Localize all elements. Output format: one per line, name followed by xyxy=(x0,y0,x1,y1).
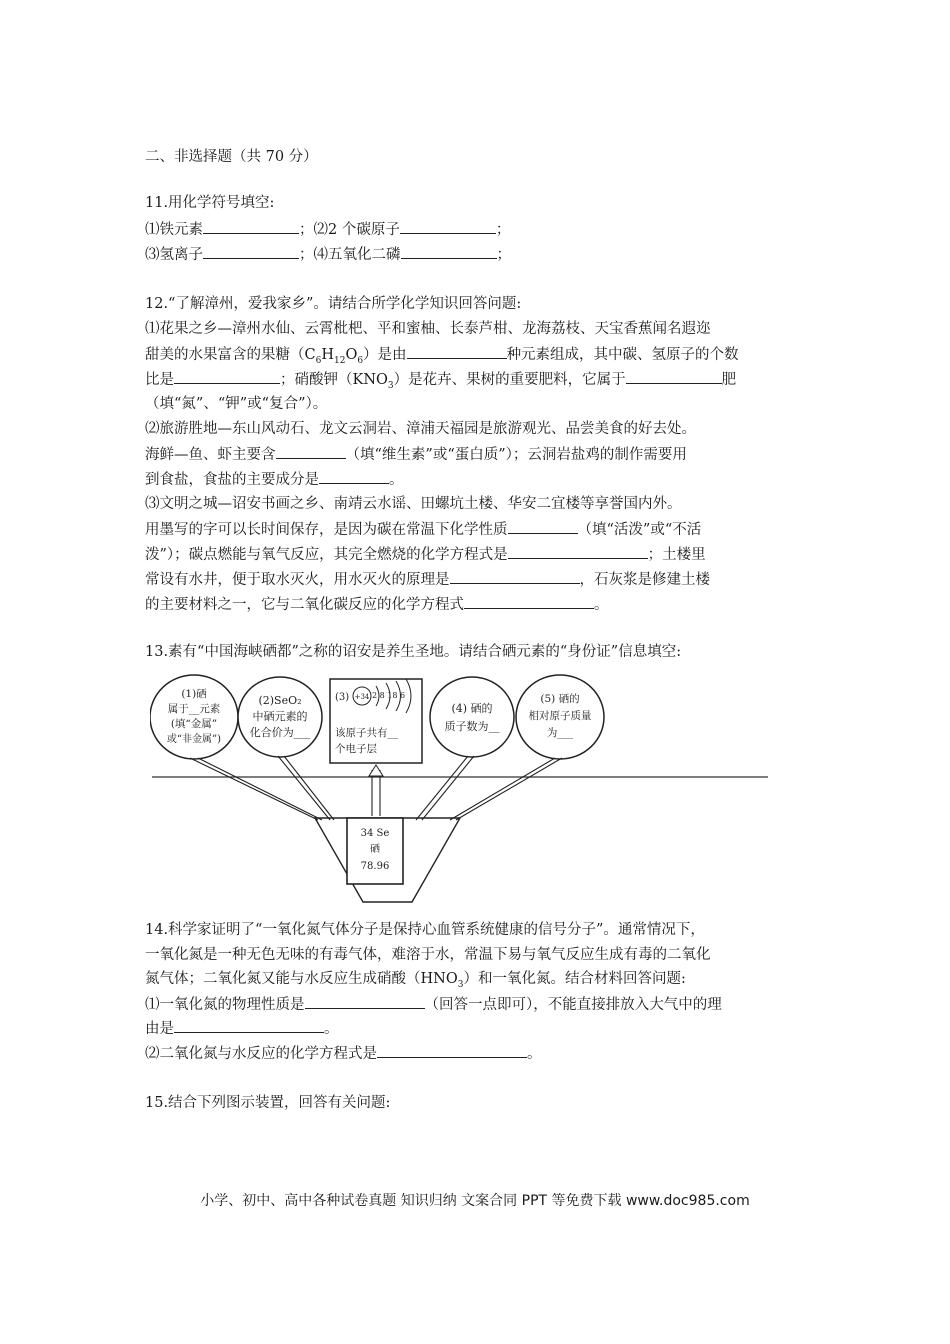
q11-part3: ⑶氢离子 xyxy=(145,247,203,263)
q14-text: ⑵二氧化氮与水反应的化学方程式是 xyxy=(145,1046,377,1062)
circle1-text: 属于__元素 xyxy=(167,703,221,715)
q12-line: ⑵旅游胜地—东山风动石、龙文云洞岩、漳浦天福园是旅游观光、品尝美食的好去处。 xyxy=(145,421,696,437)
answer-blank[interactable] xyxy=(401,243,497,259)
answer-blank[interactable] xyxy=(626,368,722,384)
answer-blank[interactable] xyxy=(464,593,594,609)
up-arrow-head xyxy=(369,765,383,776)
subscript: 3 xyxy=(457,979,464,990)
q12-text: 的主要材料之一，它与二氧化碳反应的化学方程式 xyxy=(145,597,464,613)
q12-text: ；硝酸钾（KNO xyxy=(280,372,388,388)
answer-blank[interactable] xyxy=(377,1042,527,1058)
answer-blank[interactable] xyxy=(276,443,346,459)
q12-line xyxy=(145,593,609,616)
subscript: 6 xyxy=(315,355,322,366)
q12-text: ；土楼里 xyxy=(647,547,706,563)
circle5-text: 相对原子质量 xyxy=(528,710,592,722)
q12-text: ，石灰浆是修建土楼 xyxy=(579,572,710,588)
circle2-text: (2)SeO₂ xyxy=(258,694,302,707)
q14-line xyxy=(145,993,722,1016)
q14-line: 一氧化氮是一种无色无味的有毒气体，难溶于水，常温下易与氧气反应生成有毒的二氧化 xyxy=(145,947,711,963)
atom-text: 该原子共有__ xyxy=(335,727,398,739)
q14-text: ）和一氧化氮。结合材料回答问题: xyxy=(463,971,686,987)
q11-part1: ⑴铁元素 xyxy=(145,222,203,238)
answer-blank[interactable] xyxy=(203,243,299,259)
q11-end: ； xyxy=(495,222,511,238)
q12-line xyxy=(145,443,687,466)
atom-label: (3) xyxy=(335,692,350,703)
circle2-text: 化合价为___ xyxy=(249,726,311,739)
q14-text: 。 xyxy=(527,1046,542,1062)
q12-text: 种元素组成，其中碳、氢原子的个数 xyxy=(506,347,739,363)
q11-row1 xyxy=(145,218,510,241)
answer-blank[interactable] xyxy=(407,343,507,359)
q12-line xyxy=(145,468,404,491)
circle1-text: (填“金属” xyxy=(170,718,218,730)
answer-blank[interactable] xyxy=(450,568,580,584)
q14-line xyxy=(145,1017,339,1040)
answer-blank[interactable] xyxy=(508,518,578,534)
subscript: 12 xyxy=(333,355,346,366)
card-text: 78.96 xyxy=(360,861,390,872)
q12-text: 肥 xyxy=(721,372,737,388)
circle5-text: 为___ xyxy=(546,727,574,739)
section-title: 二、非选择题（共 70 分） xyxy=(145,149,318,165)
info-circle-4 xyxy=(430,677,514,757)
q11-part4: ；⑷五氧化二磷 xyxy=(299,247,401,263)
q12-text: 用墨写的字可以长时间保存，是因为碳在常温下化学性质 xyxy=(145,522,508,538)
q12-line: ⑶文明之城—诏安书画之乡、南靖云水谣、田螺坑土楼、华安二宜楼等享誉国内外。 xyxy=(145,496,682,512)
q12-text: （填“维生素”或“蛋白质”）；云洞岩盐鸡的制作需要用 xyxy=(345,447,687,463)
q12-text: 海鲜—鱼、虾主要含 xyxy=(145,447,276,463)
q12-line xyxy=(145,568,710,591)
q14-text: 氮气体；二氧化氮又能与水反应生成硝酸（HNO xyxy=(145,971,458,987)
subscript: 3 xyxy=(387,380,394,391)
q15-stem: 15.结合下列图示装置，回答有关问题: xyxy=(145,1095,391,1111)
q11-end: ； xyxy=(496,247,511,263)
q11-row2 xyxy=(145,243,511,266)
q14-line xyxy=(145,968,686,996)
q12-line: ⑴花果之乡—漳州水仙、云霄枇杷、平和蜜柚、长泰芦柑、龙海荔枝、天宝香蕉闻名遐迩 xyxy=(145,321,711,337)
circle1-text: (1)硒 xyxy=(181,688,207,700)
q12-text: （填“活泼”或“不活 xyxy=(577,522,702,538)
q12-line xyxy=(145,518,701,541)
q14-line: 14.科学家证明了“一氧化氮气体分子是保持心血管系统健康的信号分子”。通常情况下， xyxy=(145,922,705,938)
q12-stem: 12.“了解漳州，爱我家乡”。请结合所学化学知识回答问题: xyxy=(145,296,522,312)
circle5-text: (5) 硒的 xyxy=(540,693,580,705)
shell-numbers: 2 8 18 6 xyxy=(372,691,406,700)
atom-text: 个电子层 xyxy=(335,743,377,755)
selenium-diagram xyxy=(150,670,770,910)
subscript: 6 xyxy=(357,355,364,366)
q12-text: 甜美的水果富含的果糖（C xyxy=(145,347,316,363)
card-text: 硒 xyxy=(370,844,380,855)
answer-blank[interactable] xyxy=(174,368,280,384)
q14-text: 由是 xyxy=(145,1021,174,1037)
footer-text: 小学、初中、高中各种试卷真题 知识归纳 文案合同 PPT 等免费下载 www.doc985.com xyxy=(200,1193,750,1209)
q12-text: ）是由 xyxy=(363,347,407,363)
q11-stem: 11.用化学符号填空: xyxy=(145,195,275,211)
q14-text: （回答一点即可），不能直接排放入大气中的理 xyxy=(424,997,722,1013)
q12-text: 。 xyxy=(389,472,404,488)
answer-blank[interactable] xyxy=(319,468,389,484)
q12-text: 常设有水井，便于取水灭火，用水灭火的原理是 xyxy=(145,572,450,588)
answer-blank[interactable] xyxy=(203,218,299,234)
q12-text: ）是花卉、果树的重要肥料，它属于 xyxy=(393,372,626,388)
answer-blank[interactable] xyxy=(305,993,425,1009)
q12-text: O xyxy=(345,347,358,363)
answer-blank[interactable] xyxy=(508,543,648,559)
nucleus-charge: +34 xyxy=(354,693,370,701)
q12-text: H xyxy=(321,347,334,363)
circle4-text: 质子数为__ xyxy=(444,720,500,733)
q14-text: ⑴一氧化氮的物理性质是 xyxy=(145,997,305,1013)
answer-blank[interactable] xyxy=(174,1017,324,1033)
answer-blank[interactable] xyxy=(400,218,496,234)
q12-line: （填“氮”、“钾”或“复合”）。 xyxy=(145,396,328,412)
circle2-text: 中硒元素的 xyxy=(252,710,308,723)
q13-stem: 13.素有“中国海峡硒都”之称的诏安是养生圣地。请结合硒元素的“身份证”信息填空: xyxy=(145,644,682,660)
q12-text: 泼”）；碳点燃能与氧气反应，其完全燃烧的化学方程式是 xyxy=(145,547,508,563)
circle4-text: (4) 硒的 xyxy=(451,702,493,715)
q12-text: 到食盐，食盐的主要成分是 xyxy=(145,472,319,488)
q14-line xyxy=(145,1042,542,1065)
card-text: 34 Se xyxy=(360,828,390,839)
q12-text: 。 xyxy=(594,597,609,613)
circle1-text: 或“非金属”) xyxy=(166,734,222,745)
q14-text: 。 xyxy=(324,1021,339,1037)
q11-part2: ；⑵2 个碳原子 xyxy=(299,222,400,238)
q12-text: 比是 xyxy=(145,372,174,388)
q12-line xyxy=(145,543,706,566)
